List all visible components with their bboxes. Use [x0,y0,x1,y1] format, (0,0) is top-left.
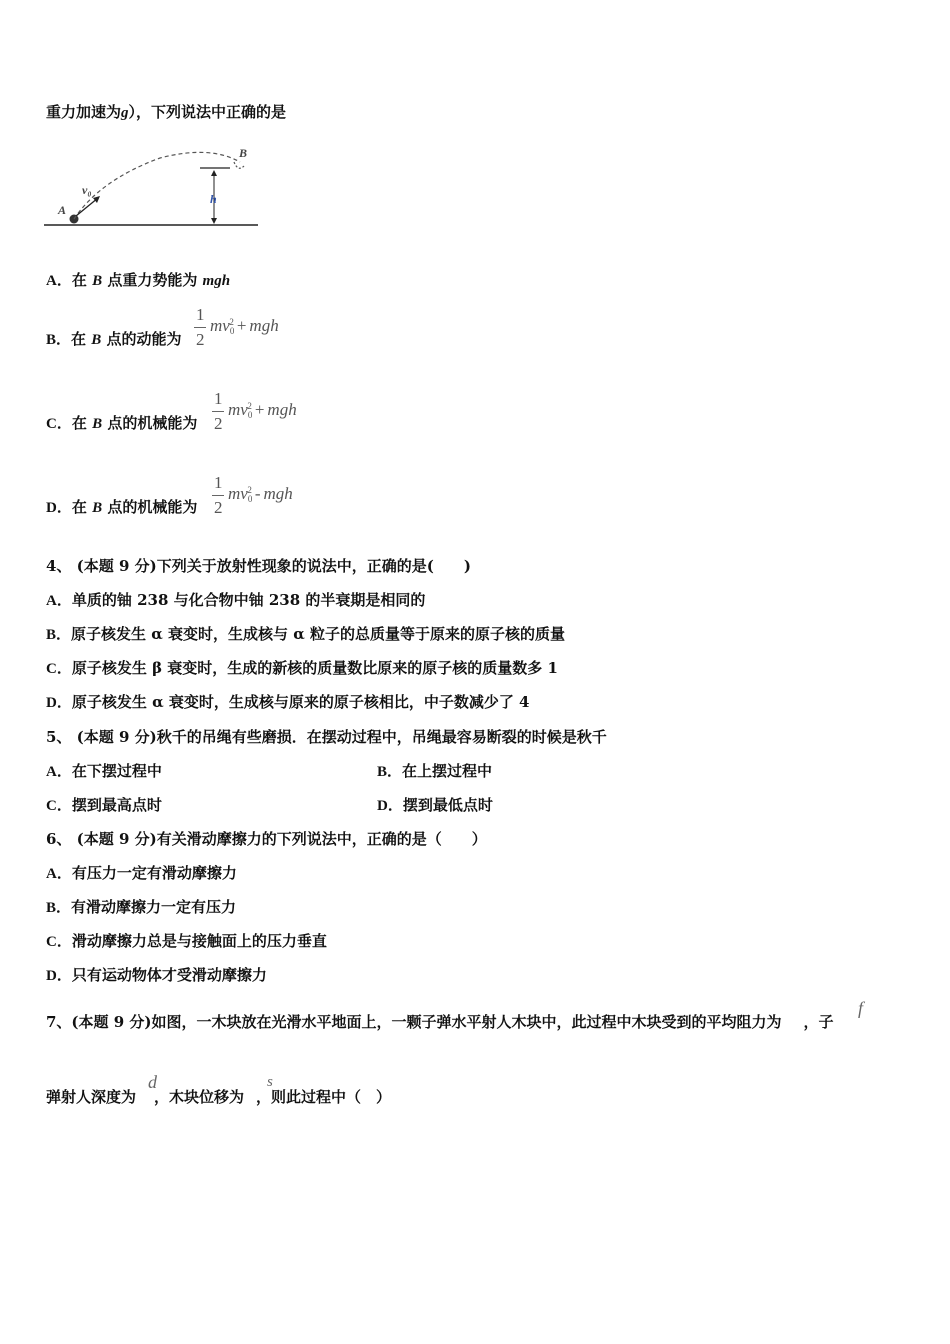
label-a: A [58,203,67,217]
label-v0: v₀ [82,183,92,197]
q4-stem: 4、 (本题 9 分)下列关于放射性现象的说法中，正确的是( ) [46,557,471,575]
q7-var-f: f [858,998,864,1018]
q3-stem-g: g [121,105,129,121]
q5-stem: 5、 (本题 9 分)秋千的吊绳有些磨损．在摆动过程中，吊绳最容易断裂的时候是秋千 [46,728,607,746]
q3-option-b: B．在 B 点的动能为 [46,330,182,348]
q6-option-c: C．滑动摩擦力总是与接触面上的压力垂直 [46,932,327,950]
q5-option-b: B．在上摆过程中 [377,762,493,780]
q7-stem-line1: 7、(本题 9 分)如图，一木块放在光滑水平地面上，一颗子弹水平射人木块中，此过程中木块受到的平均阻力为 ，子 [46,1013,834,1031]
height-arrow-up [211,170,217,176]
q6-stem: 6、 (本题 9 分)有关滑动摩擦力的下列说法中，正确的是（ ） [46,830,487,848]
q4-option-a: A．单质的铀 238 与化合物中铀 238 的半衰期是相同的 [46,591,426,609]
q3-stem-text: 重力加速为 [46,103,122,121]
label-b: B [239,146,248,160]
q7-var-s: s [267,1074,273,1090]
q3-option-a: A．在 B 点重力势能为 mgh [46,271,231,289]
q5-option-d: D．摆到最低点时 [377,796,493,814]
ball-b-mark [234,162,244,168]
q3-stem [46,102,286,123]
label-h: h [210,192,217,206]
q3-option-c: C．在 B 点的机械能为 [46,414,198,432]
q5-option-a: A．在下摆过程中 [46,762,162,780]
q6-option-b: B．有滑动摩擦力一定有压力 [46,898,237,916]
q7-stem-line2: 弹射人深度为 ，木块位移为 ，则此过程中（ ） [46,1088,392,1106]
q7-var-d: d [148,1072,157,1092]
q4-option-c: C．原子核发生 β 衰变时，生成的新核的质量数比原来的原子核的质量数多 1 [46,659,558,677]
q6-option-a: A．有压力一定有滑动摩擦力 [46,864,237,882]
q4-option-d: D．原子核发生 α 衰变时，生成核与原来的原子核相比，中子数减少了 4 [46,693,530,711]
trajectory-path [74,152,240,219]
q3-stem-text-2: ），下列说法中正确的是 [128,103,287,121]
q4-option-b: B．原子核发生 α 衰变时，生成核与 α 粒子的总质量等于原来的原子核的质量 [46,625,565,643]
q3-option-d: D．在 B 点的机械能为 [46,498,198,516]
q6-option-d: D．只有运动物体才受滑动摩擦力 [46,966,267,984]
projectile-diagram [40,140,270,235]
height-arrow-down [211,218,217,224]
q5-option-c: C．摆到最高点时 [46,796,162,814]
velocity-arrow [76,198,98,216]
